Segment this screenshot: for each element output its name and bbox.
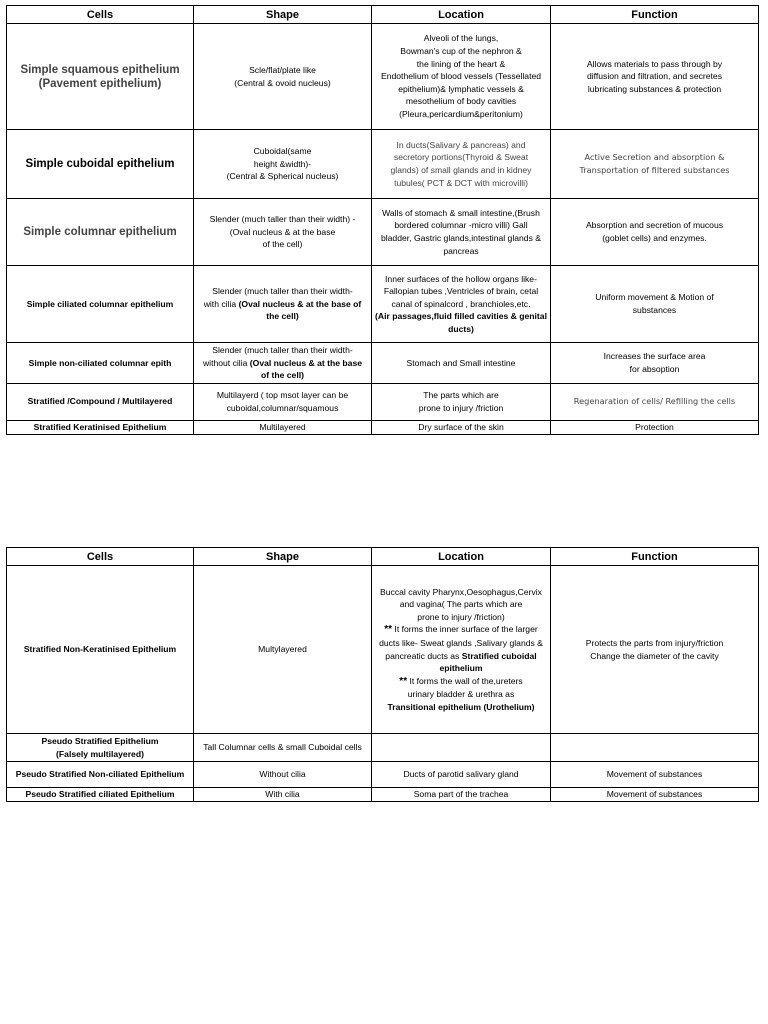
- function-line: diffusion and filtration, and secretes: [586, 71, 723, 82]
- shape-line: without cilia: [202, 357, 250, 368]
- cell-location: [372, 343, 551, 384]
- epithelium-table-2: [6, 547, 759, 802]
- table-row: [7, 343, 759, 384]
- cell-location: [372, 266, 551, 343]
- cell-location: [372, 734, 551, 762]
- cell-shape: [194, 762, 372, 788]
- cell-name: [7, 788, 194, 802]
- location-line: Bowman's cup of the nephron &: [400, 46, 522, 57]
- function-line: Increases the surface area: [603, 351, 706, 362]
- cell-function: [551, 266, 759, 343]
- cell-name: [7, 24, 194, 130]
- cell-function: [551, 383, 759, 420]
- cell-location: [372, 199, 551, 266]
- header-function: Function: [551, 548, 759, 566]
- cell-name-line: Stratified /Compound / Multilayered: [27, 396, 173, 407]
- shape-line: Slender (much taller than their width) -: [209, 214, 356, 225]
- location-line: Stomach and Small intestine: [406, 357, 516, 368]
- cell-location: [372, 130, 551, 199]
- location-line: Ducts of parotid salivary gland: [403, 769, 519, 780]
- cell-name-line: (Pavement epithelium): [38, 77, 162, 90]
- location-line: Inner surfaces of the hollow organs like-: [385, 273, 537, 284]
- location-line: It forms the wall of the,ureters: [407, 675, 523, 686]
- cell-name-line: (Falsely multilayered): [56, 748, 144, 759]
- table-row: [7, 566, 759, 734]
- table-row: [7, 383, 759, 420]
- cell-name-line: Simple squamous epithelium: [20, 63, 180, 76]
- location-line: The parts which are: [423, 390, 499, 401]
- table-row: [7, 788, 759, 802]
- shape-line: Multylayered: [258, 644, 307, 655]
- shape-line: Scle/flat/plate like: [249, 64, 316, 75]
- cell-shape: [194, 130, 372, 199]
- header-location: Location: [372, 548, 551, 566]
- cell-name-line: Pseudo Stratified Non-ciliated Epithelium: [15, 769, 185, 780]
- shape-bold-line: (Oval nucleus & at the base: [249, 357, 363, 368]
- shape-line: height &width)-: [253, 158, 312, 169]
- shape-line: of the cell): [262, 239, 303, 250]
- location-line: In ducts(Salivary & pancreas) and: [396, 139, 526, 150]
- header-shape: Shape: [194, 548, 372, 566]
- function-line: (goblet cells) and enzymes.: [602, 233, 707, 243]
- header-cells: Cells: [7, 6, 194, 24]
- location-line: pancreatic ducts as: [385, 650, 462, 661]
- location-line: bladder, Gastric glands,intestinal glands &: [380, 233, 542, 243]
- cell-location: [372, 24, 551, 130]
- header-location: Location: [372, 6, 551, 24]
- function-line: Transportation of filtered substances: [579, 165, 730, 175]
- cell-name-line: Simple ciliated columnar epithelium: [26, 298, 174, 309]
- location-line: Endothelium of blood vessels (Tessellated: [380, 71, 542, 82]
- function-line: Active Secretion and absorption &: [584, 152, 725, 163]
- shape-line: With cilia: [265, 789, 300, 800]
- table-row: [7, 762, 759, 788]
- cell-function: [551, 788, 759, 802]
- cell-name: [7, 420, 194, 434]
- function-line: Movement of substances: [606, 789, 703, 800]
- cell-shape: [194, 420, 372, 434]
- table-header-row: [7, 6, 759, 24]
- table-row: [7, 24, 759, 130]
- shape-bold-line: of the cell): [261, 370, 304, 381]
- location-line: glands) of small glands and in kidney: [390, 165, 532, 175]
- table-row: [7, 199, 759, 266]
- location-line: ducts like- Sweat glands ,Salivary glands &: [379, 637, 543, 648]
- cell-location: [372, 788, 551, 802]
- shape-line: Multilayered: [259, 421, 306, 432]
- shape-line: Multilayerd ( top msot layer can be: [216, 390, 349, 401]
- cell-function: [551, 24, 759, 130]
- cell-name: [7, 199, 194, 266]
- cell-name-line: Simple columnar epithelium: [23, 226, 177, 238]
- location-line: Alveoli of the lungs,: [423, 33, 499, 44]
- shape-line: cuboidal,columnar/squamous: [226, 402, 339, 413]
- shape-line: Slender (much taller than their width-: [212, 286, 353, 297]
- cell-name-line: Simple cuboidal epithelium: [25, 158, 175, 170]
- table-row: [7, 130, 759, 199]
- location-line: and vagina( The parts which are: [399, 599, 523, 610]
- cell-function: [551, 566, 759, 734]
- shape-line: (Central & ovoid nucleus): [234, 77, 331, 88]
- header-function: Function: [551, 6, 759, 24]
- cell-function: [551, 343, 759, 384]
- location-line: pancreas: [443, 245, 479, 256]
- location-line: Soma part of the trachea: [413, 789, 509, 800]
- location-line: prone to injury /friction): [417, 611, 505, 622]
- function-line: Uniform movement & Motion of: [595, 292, 714, 303]
- cell-location: [372, 420, 551, 434]
- shape-line: Slender (much taller than their width-: [212, 345, 353, 355]
- function-line: lubricating substances & protection: [587, 83, 722, 94]
- asterisk-marker: **: [384, 624, 393, 636]
- cell-name: [7, 343, 194, 384]
- location-line: canal of spinalcord , branchioles,etc.: [391, 298, 531, 309]
- cell-shape: [194, 343, 372, 384]
- shape-bold-line: (Oval nucleus & at the base of: [238, 298, 362, 309]
- function-line: Absorption and secretion of mucous: [585, 220, 724, 231]
- asterisk-marker: **: [399, 675, 408, 687]
- cell-name: [7, 734, 194, 762]
- function-line: Movement of substances: [606, 769, 703, 780]
- shape-line: Without cilia: [259, 769, 306, 780]
- location-bold-line: ducts): [448, 323, 474, 334]
- cell-function: [551, 762, 759, 788]
- shape-line: (Oval nucleus & at the base: [229, 226, 336, 237]
- location-line: Buccal cavity Pharynx,Oesophagus,Cervix: [380, 586, 542, 597]
- cell-name-line: Simple non-ciliated columnar epith: [28, 357, 172, 368]
- shape-line: with cilia: [203, 298, 239, 309]
- cell-name: [7, 383, 194, 420]
- cell-shape: [194, 566, 372, 734]
- location-line: tubules( PCT & DCT with microvilli): [394, 177, 528, 188]
- function-line: Allows materials to pass through by: [586, 58, 723, 69]
- cell-name-line: Stratified Non-Keratinised Epithelium: [23, 644, 177, 655]
- location-line: It forms the inner surface of the larger: [392, 624, 538, 635]
- function-line: for absoption: [629, 363, 680, 374]
- cell-location: [372, 566, 551, 734]
- location-line: prone to injury /friction: [418, 402, 504, 413]
- cell-name: [7, 762, 194, 788]
- location-line: Dry surface of the skin: [418, 421, 504, 432]
- cell-location: [372, 762, 551, 788]
- cell-name: [7, 130, 194, 199]
- function-line: Change the diameter of the cavity: [590, 650, 719, 661]
- shape-line: Cuboidal(same: [253, 146, 312, 157]
- cell-name: [7, 566, 194, 734]
- cell-name: [7, 266, 194, 343]
- cell-shape: [194, 199, 372, 266]
- cell-function: [551, 199, 759, 266]
- shape-line: (Central & Spherical nucleus): [226, 171, 339, 182]
- table-row: [7, 734, 759, 762]
- location-line: Walls of stomach & small intestine,(Brush: [382, 207, 540, 218]
- function-line: Protection: [635, 421, 674, 432]
- location-line: bordered columnar -micro villi) Gall: [394, 220, 528, 231]
- cell-location: [372, 383, 551, 420]
- cell-name-line: Pseudo Stratified ciliated Epithelium: [25, 789, 175, 800]
- location-bold-line: (Air passages,fluid filled cavities & genital: [375, 311, 547, 322]
- function-line: Regenaration of cells/ Refilling the cells: [573, 396, 736, 407]
- shape-bold-line: the cell): [266, 311, 299, 322]
- location-line: Fallopian tubes ,Ventricles of brain, cetal: [383, 286, 539, 297]
- cell-name-line: Pseudo Stratified Epithelium: [41, 736, 159, 746]
- location-line: the lining of the heart &: [416, 58, 506, 69]
- cell-name-line: Stratified Keratinised Epithelium: [33, 421, 167, 432]
- cell-function: [551, 130, 759, 199]
- location-bold-line: epithelium: [439, 663, 483, 674]
- location-line: secretory portions(Thyroid & Sweat: [393, 152, 529, 163]
- location-line: mesothelium of body cavities: [405, 96, 517, 107]
- location-line: epithelium)& lymphatic vessels &: [398, 83, 524, 94]
- cell-shape: [194, 266, 372, 343]
- function-line: substances: [632, 305, 677, 315]
- cell-shape: [194, 788, 372, 802]
- table-header-row: [7, 548, 759, 566]
- shape-line: Tall Columnar cells & small Cuboidal cells: [203, 742, 362, 753]
- epithelium-table-1: [6, 5, 759, 435]
- table-row: [7, 266, 759, 343]
- location-line: (Pleura,pericardium&peritonium): [399, 108, 523, 119]
- header-cells: Cells: [7, 548, 194, 566]
- cell-function: [551, 734, 759, 762]
- header-shape: Shape: [194, 6, 372, 24]
- cell-shape: [194, 734, 372, 762]
- location-bold-line: Stratified cuboidal: [461, 650, 537, 661]
- cell-shape: [194, 383, 372, 420]
- table-row: [7, 420, 759, 434]
- location-line: urinary bladder & urethra as: [407, 689, 515, 700]
- cell-shape: [194, 24, 372, 130]
- location-bold-line: Transitional epithelium (Urothelium): [387, 701, 535, 712]
- cell-function: [551, 420, 759, 434]
- function-line: Protects the parts from injury/friction: [585, 637, 724, 648]
